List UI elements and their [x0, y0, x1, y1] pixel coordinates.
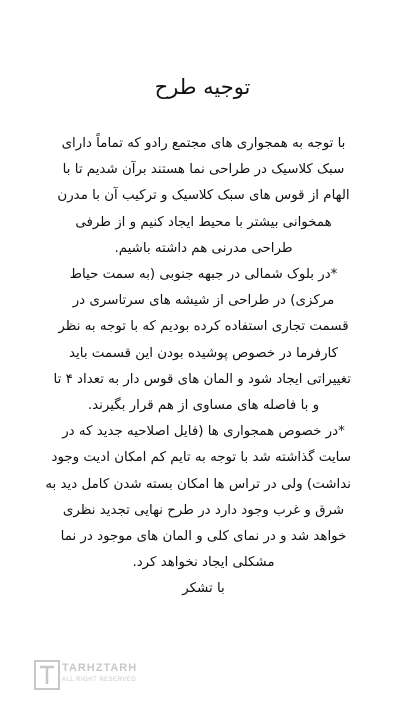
- text-line: نداشت) ولی در تراس ها امکان بسته شدن کامل دید به: [45, 476, 351, 492]
- text-line: شرق و غرب وجود دارد در طرح نهایی تجدید نظری: [62, 502, 345, 518]
- text-line: خواهد شد و در نمای کلی و المان های موجود در نما: [60, 529, 347, 545]
- text-line: سایت گذاشته شد با توجه به تایم کم امکان ادیت وجود: [51, 450, 351, 466]
- text-line: *در بلوک شمالی در جبهه جنوبی (به سمت حیاط: [69, 267, 338, 283]
- text-line: کارفرما در خصوص پوشیده بودن این قسمت باید: [68, 345, 339, 361]
- logo-mark-icon: [34, 660, 60, 690]
- text-line: با تشکر: [182, 581, 225, 597]
- text-line: سبک کلاسیک در طراحی نما هستند برآن شدیم تا با: [62, 162, 345, 178]
- body-text: [45, 131, 351, 603]
- text-line: مرکزی) در طراحی از شیشه های سرتاسری در: [72, 293, 335, 309]
- watermark-name: TARHZTARH: [62, 662, 138, 674]
- text-line: قسمت تجاری استفاده کرده بودیم که با توجه به نظر: [58, 319, 349, 335]
- text-line: *در خصوص همجواری ها (فایل اصلاحیه جدید که در: [62, 424, 345, 440]
- text-line: و با فاصله های مساوی از هم قرار بگیرند.: [87, 398, 320, 414]
- text-line: الهام از قوس های سبک کلاسیک و ترکیب آن با مدرن: [57, 188, 350, 204]
- text-line: همخوانی بیشتر با محیط ایجاد کنیم و از طرفی: [75, 214, 332, 230]
- watermark-logo: [34, 658, 146, 694]
- text-line: با توجه به همجواری های مجتمع رادو که تماماً دارای: [61, 136, 346, 151]
- page-title: توجیه طرح: [154, 75, 251, 99]
- text-line: طراحی مدرنی هم داشته باشیم.: [114, 240, 293, 256]
- text-line: تغییراتی ایجاد شود و المان های قوس دار به تعداد ۴ تا: [53, 371, 351, 387]
- text-line: مشکلی ایجاد نخواهد کرد.: [132, 555, 275, 571]
- watermark-subtitle: ALL RIGHT RESERVED: [62, 677, 137, 683]
